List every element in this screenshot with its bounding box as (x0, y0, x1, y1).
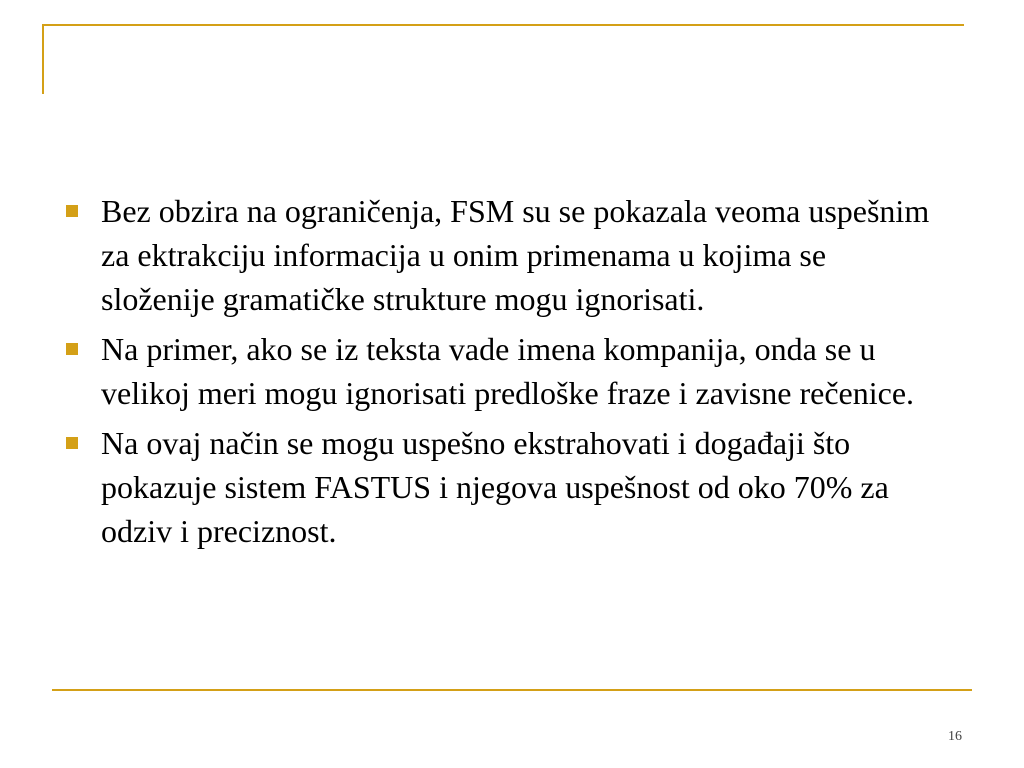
bullet-text: Na ovaj način se mogu uspešno ekstrahovati i događaji što pokazuje sistem FASTUS i njegova uspešnost od oko 70% za odziv i preciznost. (101, 425, 889, 549)
bullet-item (64, 421, 944, 553)
frame-top-line (42, 24, 964, 26)
square-bullet-icon (66, 205, 78, 217)
page-number: 16 (948, 729, 962, 744)
frame-bottom-line (52, 689, 972, 691)
bullet-item (64, 189, 944, 321)
square-bullet-icon (66, 343, 78, 355)
square-bullet-icon (66, 437, 78, 449)
bullet-list (64, 189, 944, 559)
bullet-text: Na primer, ako se iz teksta vade imena kompanija, onda se u velikoj meri mogu ignorisati predloške fraze i zavisne rečenice. (101, 331, 915, 411)
frame-left-line (42, 24, 44, 94)
bullet-text: Bez obzira na ograničenja, FSM su se pokazala veoma uspešnim za ektrakciju informacija u onim primenama u kojima se složenije gramatičke strukture mogu ignorisati. (101, 193, 930, 317)
bullet-item (64, 327, 944, 415)
